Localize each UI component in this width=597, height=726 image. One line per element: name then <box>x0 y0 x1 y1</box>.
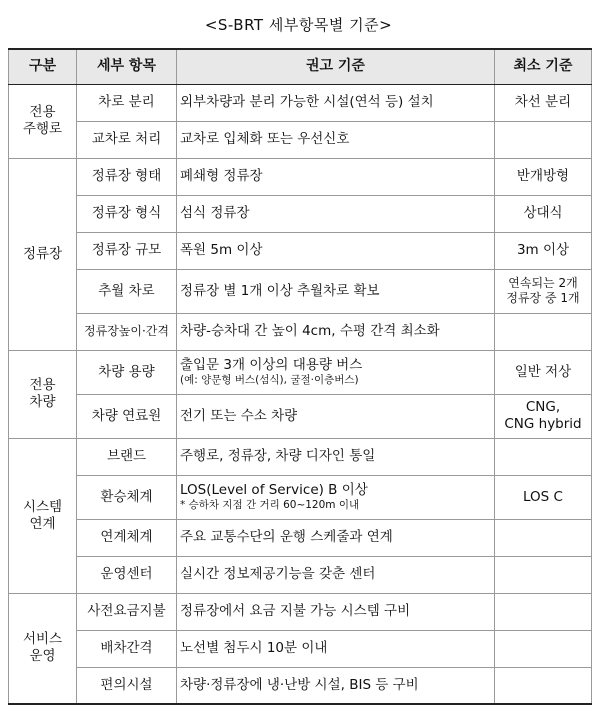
recommended-cell: 전기 또는 수소 차량 <box>177 394 495 438</box>
minimum-cell: 차선 분리 <box>495 84 592 121</box>
minimum-cell <box>495 438 592 475</box>
minimum-cell <box>495 519 592 556</box>
item-cell: 사전요금지불 <box>77 593 177 630</box>
recommended-cell: 정류장 별 1개 이상 추월차로 확보 <box>177 269 495 313</box>
minimum-cell: CNG, CNG hybrid <box>495 394 592 438</box>
header-category: 구분 <box>9 49 77 84</box>
group-label: 시스템 연계 <box>9 438 77 593</box>
item-cell: 추월 차로 <box>77 269 177 313</box>
recommended-text: LOS(Level of Service) B 이상 <box>180 482 368 498</box>
table-row <box>9 269 592 313</box>
table-row <box>9 232 592 269</box>
minimum-cell <box>495 630 592 667</box>
item-cell: 정류장 형태 <box>77 158 177 195</box>
header-row <box>9 49 592 84</box>
item-cell: 정류장 규모 <box>77 232 177 269</box>
table-row <box>9 438 592 475</box>
group-label: 정류장 <box>9 158 77 350</box>
minimum-cell: LOS C <box>495 475 592 519</box>
group-label: 전용 주행로 <box>9 84 77 158</box>
table-row <box>9 195 592 232</box>
recommended-cell: 차량·정류장에 냉·난방 시설, BIS 등 구비 <box>177 667 495 704</box>
table-title: <S-BRT 세부항목별 기준> <box>204 16 393 34</box>
recommended-cell: 차량-승차대 간 높이 4cm, 수평 간격 최소화 <box>177 313 495 350</box>
recommended-cell: 섬식 정류장 <box>177 195 495 232</box>
recommended-cell: 노선별 첨두시 10분 이내 <box>177 630 495 667</box>
recommended-note: (예: 양문형 버스(섬식), 굴절·이층버스) <box>180 373 359 386</box>
minimum-cell: 반개방형 <box>495 158 592 195</box>
table-row <box>9 519 592 556</box>
item-cell: 차량 용량 <box>77 350 177 394</box>
item-cell: 배차간격 <box>77 630 177 667</box>
header-recommended: 권고 기준 <box>177 49 495 84</box>
recommended-note: * 승하차 지점 간 거리 60~120m 이내 <box>180 498 360 511</box>
minimum-cell: 연속되는 2개 정류장 중 1개 <box>495 269 592 313</box>
table-row <box>9 84 592 121</box>
minimum-cell <box>495 121 592 158</box>
table-row <box>9 556 592 593</box>
table-row <box>9 667 592 704</box>
recommended-cell <box>177 350 495 394</box>
recommended-cell: 실시간 정보제공기능을 갖춘 센터 <box>177 556 495 593</box>
table-row <box>9 158 592 195</box>
header-minimum: 최소 기준 <box>495 49 592 84</box>
minimum-cell <box>495 593 592 630</box>
table-row <box>9 350 592 394</box>
item-cell: 편의시설 <box>77 667 177 704</box>
recommended-cell: 정류장에서 요금 지불 가능 시스템 구비 <box>177 593 495 630</box>
minimum-cell <box>495 667 592 704</box>
minimum-cell <box>495 556 592 593</box>
item-cell: 교차로 처리 <box>77 121 177 158</box>
item-cell: 정류장 형식 <box>77 195 177 232</box>
table-row <box>9 475 592 519</box>
group-label: 전용 차량 <box>9 350 77 438</box>
header-item: 세부 항목 <box>77 49 177 84</box>
criteria-table <box>8 48 592 705</box>
table-row <box>9 593 592 630</box>
item-cell: 차로 분리 <box>77 84 177 121</box>
item-cell: 차량 연료원 <box>77 394 177 438</box>
group-label: 서비스 운영 <box>9 593 77 704</box>
table-row <box>9 630 592 667</box>
recommended-text: 출입문 3개 이상의 대용량 버스 <box>180 357 363 373</box>
item-cell: 정류장높이·간격 <box>77 313 177 350</box>
recommended-cell: 외부차량과 분리 가능한 시설(연석 등) 설치 <box>177 84 495 121</box>
minimum-cell: 상대식 <box>495 195 592 232</box>
recommended-cell: 폐쇄형 정류장 <box>177 158 495 195</box>
minimum-cell <box>495 313 592 350</box>
table-row <box>9 394 592 438</box>
item-cell: 브랜드 <box>77 438 177 475</box>
item-cell: 운영센터 <box>77 556 177 593</box>
recommended-cell <box>177 475 495 519</box>
table-row <box>9 313 592 350</box>
recommended-cell: 폭원 5m 이상 <box>177 232 495 269</box>
minimum-cell: 일반 저상 <box>495 350 592 394</box>
recommended-cell: 교차로 입체화 또는 우선신호 <box>177 121 495 158</box>
recommended-cell: 주요 교통수단의 운행 스케줄과 연계 <box>177 519 495 556</box>
recommended-cell: 주행로, 정류장, 차량 디자인 통일 <box>177 438 495 475</box>
item-cell: 환승체계 <box>77 475 177 519</box>
table-row <box>9 121 592 158</box>
minimum-cell: 3m 이상 <box>495 232 592 269</box>
item-cell: 연계체계 <box>77 519 177 556</box>
